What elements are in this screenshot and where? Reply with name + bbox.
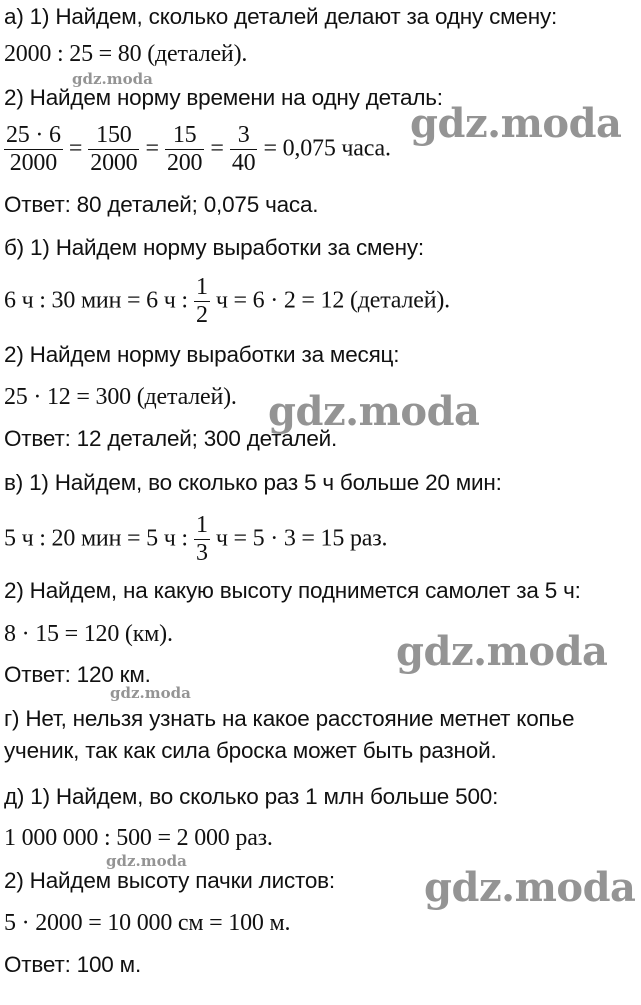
- denominator: 2000: [90, 150, 138, 176]
- denominator: 2: [195, 302, 208, 328]
- watermark-large: gdz.moda: [268, 388, 480, 435]
- numerator: 25 · 6: [6, 122, 61, 148]
- denominator: 40: [231, 150, 256, 176]
- part-v-answer: Ответ: 120 км.: [4, 662, 151, 687]
- part-b-step1: б) 1) Найдем норму выработки за смену:: [4, 235, 424, 260]
- part-g-line1: г) Нет, нельзя узнать на какое расстояние метнет копье: [4, 706, 575, 731]
- equation-head: 5 ч : 20 мин = 5 ч :: [4, 525, 188, 552]
- part-v-step1-equation: [4, 512, 387, 567]
- numerator: 1: [195, 512, 208, 538]
- fraction: [4, 122, 63, 177]
- part-b-step2-equation: 25 · 12 = 300 (деталей).: [4, 384, 237, 410]
- fraction: [230, 122, 258, 177]
- part-d-step2-equation: 5 · 2000 = 10 000 см = 100 м.: [4, 910, 291, 936]
- equals-sign: =: [145, 135, 159, 162]
- part-a-step1: а) 1) Найдем, сколько деталей делают за одну смену:: [4, 4, 558, 29]
- part-v-step2: 2) Найдем, на какую высоту поднимется самолет за 5 ч:: [4, 578, 581, 603]
- part-d-step1-equation: 1 000 000 : 500 = 2 000 раз.: [4, 825, 273, 851]
- part-a-step1-equation: 2000 : 25 = 80 (деталей).: [4, 41, 248, 67]
- watermark-large: gdz.moda: [410, 100, 622, 147]
- fraction: [88, 122, 139, 177]
- equals-sign: =: [68, 135, 83, 162]
- equation-result: ч = 5 · 3 = 15 раз.: [215, 525, 388, 552]
- part-b-answer: Ответ: 12 деталей; 300 деталей.: [4, 426, 338, 451]
- part-a-step2: 2) Найдем норму времени на одну деталь:: [4, 85, 443, 110]
- equation-result: = 0,075 часа.: [263, 135, 391, 162]
- part-a-step2-equation: [4, 122, 391, 177]
- watermark-small: gdz.moda: [72, 70, 153, 88]
- part-b-step2: 2) Найдем норму выработки за месяц:: [4, 342, 400, 367]
- part-v-step1: в) 1) Найдем, во сколько раз 5 ч больше 20 мин:: [4, 470, 502, 495]
- equation-result: ч = 6 · 2 = 12 (деталей).: [215, 287, 450, 314]
- numerator: 1: [195, 274, 208, 300]
- denominator: 2000: [9, 150, 57, 176]
- denominator: 3: [195, 540, 208, 566]
- part-d-step1: д) 1) Найдем, во сколько раз 1 млн больше 500:: [4, 784, 499, 809]
- fraction: [194, 512, 210, 567]
- watermark-small: gdz.moda: [106, 852, 187, 870]
- fraction: [194, 274, 210, 329]
- watermark-large: gdz.moda: [424, 864, 636, 911]
- numerator: 15: [165, 122, 204, 150]
- watermark-large: gdz.moda: [396, 628, 608, 675]
- part-b-step1-equation: [4, 274, 450, 329]
- part-d-step2: 2) Найдем высоту пачки листов:: [4, 868, 335, 893]
- numerator: 150: [88, 122, 139, 150]
- watermark-small: gdz.moda: [110, 684, 191, 702]
- fraction: [165, 122, 204, 177]
- equation-head: 6 ч : 30 мин = 6 ч :: [4, 287, 188, 314]
- part-g-line2: ученик, так как сила броска может быть разной.: [4, 738, 497, 763]
- numerator: 3: [230, 122, 258, 150]
- equals-sign: =: [210, 135, 224, 162]
- part-a-answer: Ответ: 80 деталей; 0,075 часа.: [4, 192, 319, 217]
- part-d-answer: Ответ: 100 м.: [4, 952, 141, 977]
- part-v-step2-equation: 8 · 15 = 120 (км).: [4, 621, 173, 647]
- denominator: 200: [166, 150, 203, 176]
